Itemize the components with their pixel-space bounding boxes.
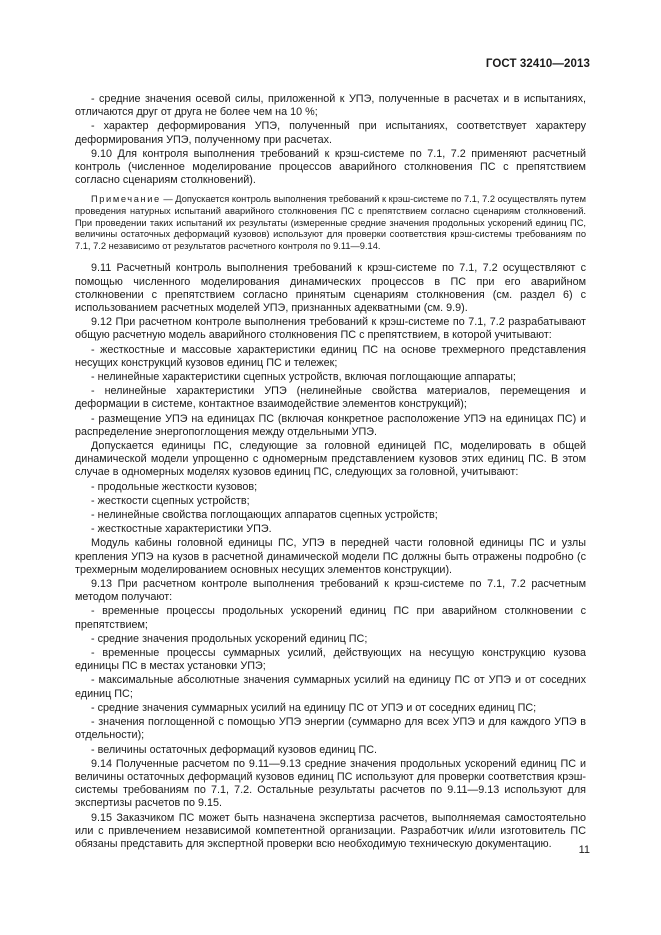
note-text: — Допускается контроль выполнения требований к крэш-системе по 7.1, 7.2 осуществлять путем проведения натурных испытаний аварийного столкновения ПС с препятствием согласно сценариям столкновений. При проведении таких испытаний их результаты (измеренные средние значения продольных ускорений единиц ПС, величины остаточных деформаций кузовов) используют для проверки соответствия крэш-системы требованиям по 7.1, 7.2 независимо от результатов расчетного контроля по 9.11—9.14. [75, 194, 586, 251]
text-paragraph: 9.12 При расчетном контроле выполнения требований к крэш-системе по 7.1, 7.2 разрабатывают общую расчетную модель аварийного столкновения ПС с препятствием, в которой учитывают: [75, 316, 586, 342]
text-paragraph: - нелинейные характеристики УПЭ (нелинейные свойства материалов, перемещения и деформации в системе, контактное взаимодействие элементов конструкций); [75, 385, 586, 411]
text-paragraph: 9.15 Заказчиком ПС может быть назначена экспертиза расчетов, выполняемая самостоятельно или с привлечением независимой компетентной организации. Разработчик и/или изготовитель ПС обязаны представить для экспертной проверки всю необходимую техническую документацию. [75, 811, 586, 850]
note-label: Примечание [91, 194, 161, 205]
text-paragraph: - величины остаточных деформаций кузовов единиц ПС. [91, 743, 378, 756]
text-paragraph: - нелинейные характеристики сцепных устройств, включая поглощающие аппараты; [91, 371, 516, 384]
note-paragraph [75, 194, 586, 252]
text-paragraph: 9.11 Расчетный контроль выполнения требований к крэш-системе по 7.1, 7.2 осуществляют с помощью численного моделирования динамических процессов в ПС при его аварийном столкновении с препятствием согласно принятым сценариям столкновения (см. раздел 6) с использованием расчетных моделей УПЭ, признанных адекватными (см. 9.9). [75, 262, 586, 314]
text-paragraph: - размещение УПЭ на единицах ПС (включая конкретное расположение УПЭ на единицах ПС) и распределение энергопоглощения между отдельными УПЭ. [75, 412, 586, 438]
text-paragraph: - жесткости сцепных устройств; [91, 494, 250, 507]
text-paragraph: - продольные жесткости кузовов; [91, 480, 258, 493]
document-body [75, 93, 586, 852]
text-paragraph: - характер деформирования УПЭ, полученный при испытаниях, соответствует характеру деформирования УПЭ, полученному при расчетах. [75, 120, 586, 146]
text-paragraph: - жесткостные характеристики УПЭ. [91, 523, 272, 536]
text-paragraph: - средние значения продольных ускорений единиц ПС; [91, 632, 368, 645]
text-paragraph: 9.14 Полученные расчетом по 9.11—9.13 средние значения продольных ускорений единиц ПС и величины остаточных деформаций кузовов единиц ПС используют для проверки соответствия крэш-системы требованиям по 7.1, 7.2. Остальные результаты расчетов по 9.11—9.13 используют для экспертизы расчетов по 9.15. [75, 757, 586, 810]
text-paragraph: - значения поглощенной с помощью УПЭ энергии (суммарно для всех УПЭ и для каждого УПЭ в отдельности); [75, 716, 586, 742]
text-paragraph: - средние значения осевой силы, приложенной к УПЭ, полученные в расчетах и в испытаниях, отличаются друг от друга не более чем на 10 %; [75, 93, 586, 119]
text-paragraph: Допускается единицы ПС, следующие за головной единицей ПС, моделировать в общей динамической модели упрощенно с одномерным представлением кузовов этих единиц ПС. В этом случае в одномерных моделях кузовов единиц ПС, следующих за головной, учитывают: [75, 440, 586, 479]
text-paragraph: - нелинейные свойства поглощающих аппаратов сцепных устройств; [91, 509, 438, 522]
text-paragraph: - временные процессы суммарных усилий, действующих на несущую конструкцию кузова единицы ПС в местах установки УПЭ; [75, 647, 586, 673]
text-paragraph: - максимальные абсолютные значения суммарных усилий на единицу ПС от УПЭ и от соседних единиц ПС; [75, 674, 586, 700]
text-paragraph: - временные процессы продольных ускорений единиц ПС при аварийном столкновении с препятствием; [75, 605, 586, 631]
text-paragraph: 9.10 Для контроля выполнения требований к крэш-системе по 7.1, 7.2 применяют расчетный контроль (численное моделирование процессов аварийного столкновения ПС с препятствием согласно сценариям столкновений). [75, 147, 586, 187]
text-paragraph: - средние значения суммарных усилий на единицу ПС от УПЭ и от соседних единиц ПС; [91, 701, 537, 714]
text-paragraph: - жесткостные и массовые характеристики единиц ПС на основе трехмерного представления несущих конструкций кузовов единиц ПС и тележек; [75, 343, 586, 369]
page-number: 11 [578, 844, 590, 856]
page-header: ГОСТ 32410—2013 [485, 58, 590, 70]
text-paragraph: Модуль кабины головной единицы ПС, УПЭ в передней части головной единицы ПС и узлы крепления УПЭ на кузов в расчетной динамической модели ПС должны быть отражены подробно (с трехмерным моделированием основных несущих элементов конструкции). [75, 537, 586, 576]
text-paragraph: 9.13 При расчетном контроле выполнения требований к крэш-системе по 7.1, 7.2 расчетным методом получают: [75, 578, 586, 604]
